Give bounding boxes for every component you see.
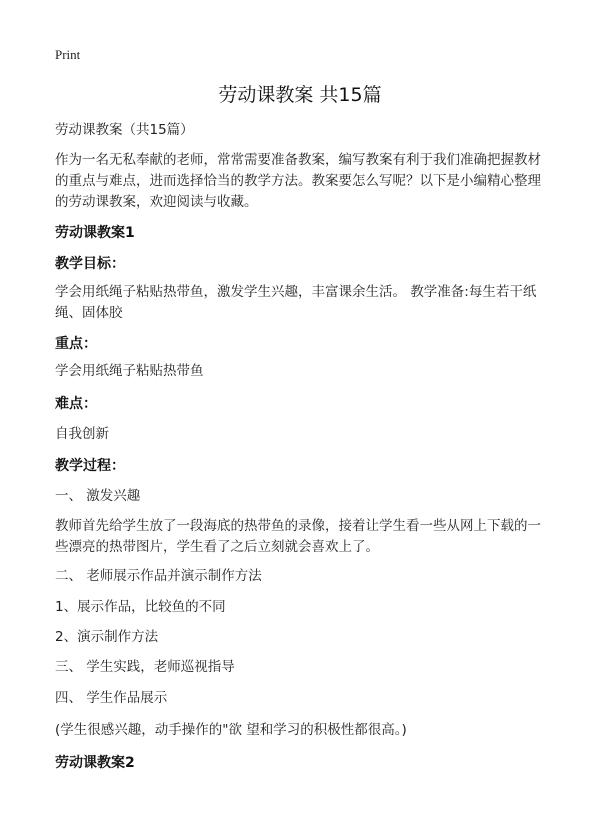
step-2-item-2: 2、演示制作方法 xyxy=(55,629,159,645)
intro-line-2: 的重点与难点，进而选择恰当的教学方法。教案要怎么写呢？以下是小编精心整理 xyxy=(55,173,541,189)
step-2-item-1: 1、展示作品，比较鱼的不同 xyxy=(55,599,226,615)
goal-heading: 教学目标： xyxy=(55,256,125,272)
section-heading-2: 劳动课教案2 xyxy=(55,755,135,771)
process-heading: 教学过程： xyxy=(55,458,125,474)
step-4: 四、 学生作品展示 xyxy=(55,690,168,706)
document-title: 劳动课教案 共15篇 xyxy=(218,84,382,106)
step-1: 一、 激发兴趣 xyxy=(55,488,141,504)
goal-line-2: 绳、固体胶 xyxy=(55,305,123,321)
subtitle: 劳动课教案（共15篇） xyxy=(55,122,194,138)
step-4-note: (学生很感兴趣，动手操作的"欲 望和学习的积极性都很高。) xyxy=(55,722,407,738)
key-text: 学会用纸绳子粘贴热带鱼 xyxy=(55,363,204,379)
section-heading: 劳动课教案1 xyxy=(55,225,135,241)
step-1-line-2: 些漂亮的热带图片，学生看了之后立刻就会喜欢上了。 xyxy=(55,539,379,555)
intro-line-1: 作为一名无私奉献的老师，常常需要准备教案，编写教案有利于我们准确把握教材 xyxy=(55,152,541,168)
key-heading: 重点： xyxy=(55,336,97,352)
difficulty-text: 自我创新 xyxy=(55,426,109,442)
goal-line-1: 学会用纸绳子粘贴热带鱼，激发学生兴趣，丰富课余生活。 教学准备:每生若干纸 xyxy=(55,284,537,300)
difficulty-heading: 难点： xyxy=(55,396,97,412)
print-link[interactable]: Print xyxy=(55,47,81,62)
step-2: 二、 老师展示作品并演示制作方法 xyxy=(55,568,262,584)
step-3: 三、 学生实践，老师巡视指导 xyxy=(55,659,235,675)
intro-line-3: 的劳动课教案，欢迎阅读与收藏。 xyxy=(55,194,258,210)
step-1-line-1: 教师首先给学生放了一段海底的热带鱼的录像，接着让学生看一些从网上下载的一 xyxy=(55,518,541,534)
